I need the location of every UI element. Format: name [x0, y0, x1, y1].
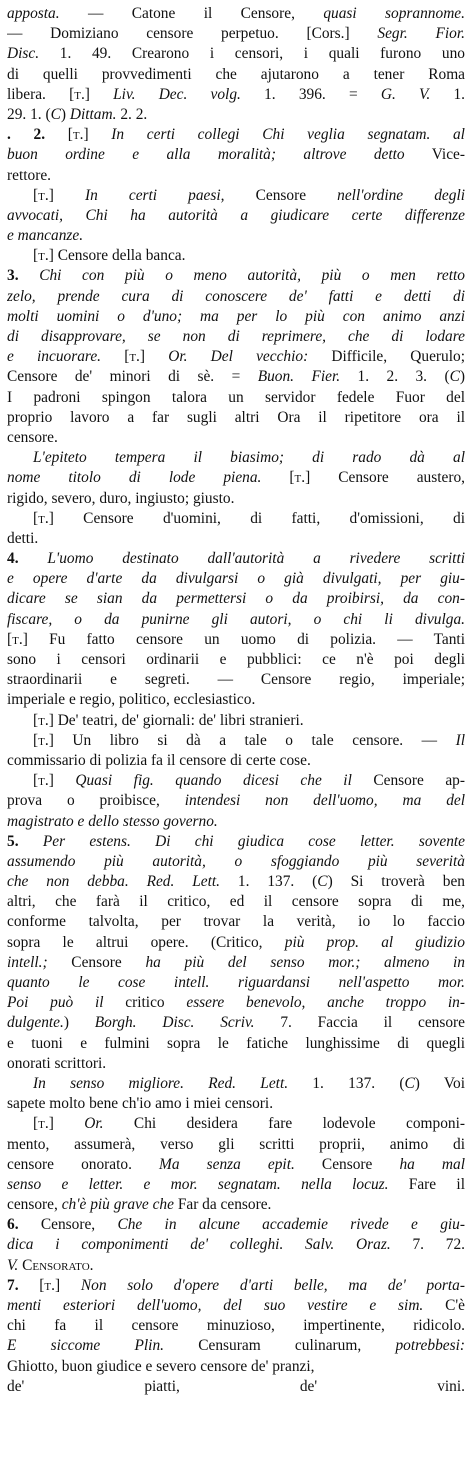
text-line: intell.; Censore ha più del senso mor.; almeno in — [7, 953, 465, 971]
text-line: imperiale e regio, politico, ecclesiastico. — [7, 691, 256, 709]
text-line: [t.] Un libro si dà a tale o tale censore. — Il — [33, 731, 465, 749]
text-line: 3. Chi con più o meno autorità, più o men retto — [7, 267, 465, 285]
text-line: sopra le altrui opere. (Critico, più prop. al giudizio — [7, 933, 465, 951]
text-line: assumendo più autorità, o sfoggiando più severità — [7, 852, 465, 870]
text-line: chi fa il censore minuzioso, impertinente, ridicolo. — [7, 1317, 465, 1335]
text-line: magistrato e dello stesso governo. — [7, 812, 218, 830]
text-line: L'epiteto tempera il biasimo; di rado dà al — [33, 449, 465, 467]
text-line: straordinarii e segreti. — Censore regio, imperiale; — [7, 671, 465, 689]
text-line: censore, ch'è più grave che Far da censore. — [7, 1196, 272, 1214]
text-line: sono i censori ordinarii e pubblici: ce n'è poi degli — [7, 651, 465, 668]
text-line: di disapprovare, se non di reprimere, che di lodare — [7, 328, 465, 345]
text-line: e mancanze. — [7, 227, 84, 245]
text-line: [t.] Or. Chi desidera fare lodevole componi- — [33, 1115, 465, 1133]
text-line: 7. [t.] Non solo d'opere d'arti belle, ma de' porta- — [7, 1276, 465, 1294]
text-line: di quelli provvedimenti che ajutarono a tener Roma — [7, 65, 465, 83]
text-line: [t.] Censore d'uomini, di fatti, d'omissioni, di — [33, 509, 465, 527]
text-line: . 2. [t.] In certi collegi Chi veglia segnatam. al — [7, 126, 465, 144]
text-line: 6. Censore, Che in alcune accademie rivede e giu- — [7, 1216, 465, 1234]
text-line: avvocati, Chi ha autorità a giudicare certe differenze — [7, 206, 465, 224]
text-line: Disc. 1. 49. Crearono i censori, i quali furono uno — [7, 45, 465, 63]
text-line: proprio lavoro a far sugli altri Ora il ripetitore ora il — [7, 408, 465, 426]
text-line: dica i componimenti de' colleghi. Salv. Oraz. 7. 72. — [7, 1236, 465, 1254]
text-line: sapete molto bene ch'io amo i miei censori. — [7, 1095, 274, 1113]
text-line: quanto le cose intell. riguardansi nell'aspetto mor. — [7, 974, 465, 991]
text-line: e tuoni e fulmini sopra le fatiche lunghissime di quegli — [7, 1034, 465, 1052]
text-line: [t.] In certi paesi, Censore nell'ordine degli — [33, 186, 465, 204]
text-line: commissario di polizia fa il censore di certe cose. — [7, 751, 311, 769]
text-line: senso e letter. e mor. segnatam. nella locuz. Fare il — [7, 1175, 465, 1193]
text-line: 4. L'uomo destinato dall'autorità a rivedere scritti — [7, 550, 465, 568]
text-line: E siccome Plin. Censuram culinarum, potrebbesi: — [7, 1337, 465, 1355]
text-line: rettore. — [7, 166, 52, 184]
text-line: [t.] De' teatri, de' giornali: de' libri stranieri. — [33, 711, 304, 729]
text-line: onorati scrittori. — [7, 1054, 107, 1072]
text-line: buon ordine e alla moralità; altrove detto Vice- — [7, 146, 465, 164]
text-line: detti. — [7, 529, 39, 547]
text-line: rigido, severo, duro, ingiusto; giusto. — [7, 489, 235, 507]
text-line: dicare se sian da permettersi o da proibirsi, da con- — [7, 590, 465, 608]
text-line: censore. — [7, 428, 58, 446]
text-line: 29. 1. (C) Dittam. 2. 2. — [7, 105, 148, 123]
text-line: e opere d'arte da divulgarsi o già divulgati, per giu- — [7, 570, 465, 588]
text-line: prova o proibisce, intendesi non dell'uomo, ma del — [7, 792, 465, 810]
text-line: altri, che farà il critico, ed il censore sopra di me, — [7, 893, 465, 911]
text-line: apposta. — Catone il Censore, quasi soprannome. — [7, 5, 465, 22]
text-line: e incuorare. [t.] Or. Del vecchio: Difficile, Querulo; — [7, 348, 465, 366]
text-line: conforme talvolta, per trovar la verità, io lo faccio — [7, 913, 465, 931]
text-line: mento, assumerà, verso gli scritti proprii, animo di — [7, 1135, 465, 1153]
entry-text — [7, 4, 465, 1397]
text-line: zelo, prende cura di conoscere de' fatti e detti di — [7, 287, 465, 305]
text-line: V. Censorato. — [7, 1256, 94, 1274]
text-line: In senso migliore. Red. Lett. 1. 137. (C) Voi — [33, 1074, 465, 1092]
text-line: Censore de' minori di sè. = Buon. Fier. 1. 2. 3. (C) — [7, 368, 465, 386]
text-line: [t.] Quasi fig. quando dicesi che il Censore ap- — [33, 772, 465, 790]
text-line: de' piatti, de' vini. — [7, 1377, 465, 1395]
text-line: libera. [t.] Liv. Dec. volg. 1. 396. = G. V. 1. — [7, 85, 465, 103]
text-line: [t.] Censore della banca. — [33, 247, 186, 265]
text-line: nome titolo di lode piena. [t.] Censore austero, — [7, 469, 465, 487]
text-line: I padroni spingon talora un servidor fedele Fuor del — [7, 388, 465, 406]
text-line: che non debba. Red. Lett. 1. 137. (C) Si troverà ben — [7, 873, 465, 891]
text-line: [t.] Fu fatto censore un uomo di polizia. — Tanti — [7, 630, 465, 648]
text-line: dulgente.) Borgh. Disc. Scriv. 7. Faccia il censore — [7, 1014, 465, 1032]
text-line: molti uomini o d'uno; ma per lo più con animo anzi — [7, 307, 465, 325]
text-line: 5. Per estens. Di chi giudica cose letter. sovente — [7, 832, 465, 850]
text-line: fiscare, o da punirne gli autori, o chi li divulga. — [7, 610, 465, 628]
text-line: menti esteriori dell'uomo, del suo vestire e sim. C'è — [7, 1297, 465, 1314]
text-line: — Domiziano censore perpetuo. [Cors.] Segr. Fior. — [7, 25, 465, 43]
text-line: Ghiotto, buon giudice e severo censore de' pranzi, — [7, 1357, 315, 1375]
text-line: censore onorato. Ma senza epit. Censore ha mal — [7, 1155, 465, 1173]
text-line: Poi può il critico essere benevolo, anche troppo in- — [7, 994, 465, 1012]
